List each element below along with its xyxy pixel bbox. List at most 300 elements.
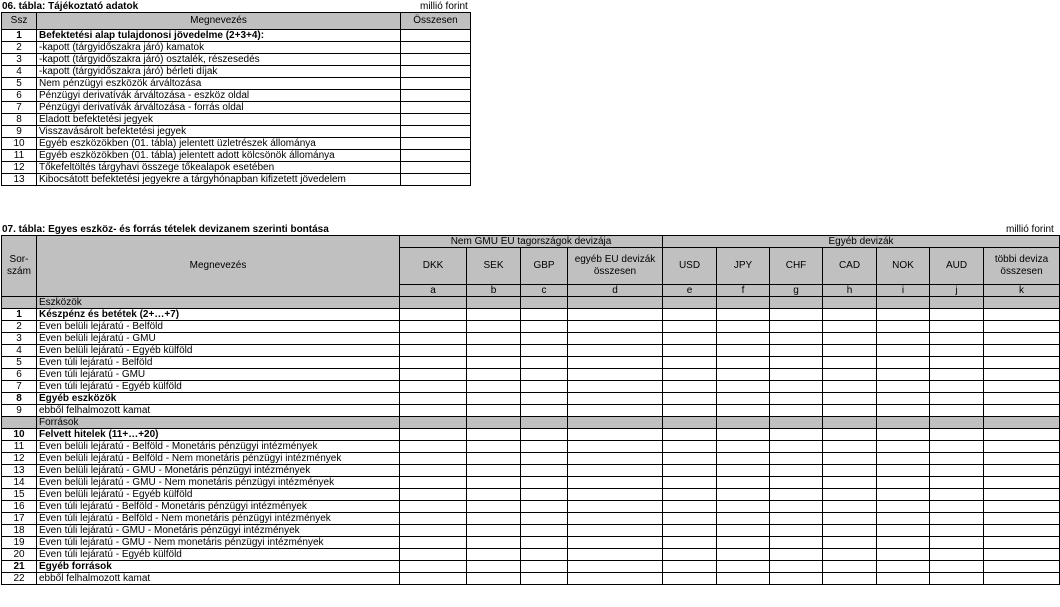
section-cell (467, 417, 521, 429)
value-cell[interactable] (823, 573, 877, 585)
value-cell[interactable] (521, 453, 568, 465)
value-cell[interactable] (663, 453, 717, 465)
value-cell[interactable] (663, 513, 717, 525)
value-cell[interactable] (984, 513, 1060, 525)
value-cell[interactable] (663, 405, 717, 417)
row-number: 18 (2, 525, 37, 537)
row-label: Pénzügyi derivatívák árváltozása - forrás oldal (37, 102, 401, 114)
value-cell[interactable] (930, 477, 984, 489)
section-cell (984, 297, 1060, 309)
value-cell[interactable] (770, 441, 823, 453)
value-cell[interactable] (770, 345, 823, 357)
value-cell[interactable] (467, 537, 521, 549)
value-cell[interactable] (823, 369, 877, 381)
value-cell[interactable] (930, 405, 984, 417)
value-cell[interactable] (984, 405, 1060, 417)
value-cell[interactable] (521, 501, 568, 513)
value-cell[interactable] (770, 405, 823, 417)
value-cell[interactable] (663, 501, 717, 513)
value-cell[interactable] (467, 345, 521, 357)
value-cell[interactable] (717, 549, 770, 561)
value-cell[interactable] (984, 429, 1060, 441)
value-cell[interactable] (717, 561, 770, 573)
section-label: Források (37, 417, 400, 429)
value-cell[interactable] (401, 138, 471, 150)
value-cell[interactable] (521, 561, 568, 573)
value-cell[interactable] (467, 561, 521, 573)
value-cell[interactable] (930, 369, 984, 381)
value-cell[interactable] (400, 453, 467, 465)
value-cell[interactable] (877, 441, 930, 453)
section-cell (770, 417, 823, 429)
value-cell[interactable] (663, 429, 717, 441)
value-cell[interactable] (401, 102, 471, 114)
table7-row (2, 549, 1060, 561)
value-cell[interactable] (401, 30, 471, 42)
value-cell[interactable] (930, 321, 984, 333)
row-label: Éven belüli lejáratú - Belföld - Monetáris pénzügyi intézmények (37, 441, 400, 453)
value-cell[interactable] (401, 174, 471, 186)
section-cell (823, 297, 877, 309)
value-cell[interactable] (568, 477, 663, 489)
currency-header: NOK (877, 248, 930, 285)
row-number: 9 (2, 126, 37, 138)
value-cell[interactable] (400, 573, 467, 585)
value-cell[interactable] (717, 477, 770, 489)
value-cell[interactable] (930, 441, 984, 453)
value-cell[interactable] (717, 501, 770, 513)
value-cell[interactable] (663, 573, 717, 585)
value-cell[interactable] (984, 321, 1060, 333)
value-cell[interactable] (717, 345, 770, 357)
value-cell[interactable] (823, 405, 877, 417)
value-cell[interactable] (521, 441, 568, 453)
value-cell[interactable] (401, 150, 471, 162)
value-cell[interactable] (467, 393, 521, 405)
column-letter: h (823, 285, 877, 297)
value-cell[interactable] (663, 561, 717, 573)
value-cell[interactable] (401, 42, 471, 54)
table7-row (2, 477, 1060, 489)
value-cell[interactable] (663, 333, 717, 345)
value-cell[interactable] (568, 333, 663, 345)
column-letter: j (930, 285, 984, 297)
value-cell[interactable] (877, 369, 930, 381)
value-cell[interactable] (877, 453, 930, 465)
value-cell[interactable] (877, 549, 930, 561)
value-cell[interactable] (568, 345, 663, 357)
table7-row (2, 381, 1060, 393)
value-cell[interactable] (717, 393, 770, 405)
value-cell[interactable] (984, 489, 1060, 501)
value-cell[interactable] (401, 162, 471, 174)
row-label: Éven belüli lejáratú - GMU - Monetáris pénzügyi intézmények (37, 465, 400, 477)
value-cell[interactable] (823, 453, 877, 465)
value-cell[interactable] (521, 333, 568, 345)
value-cell[interactable] (984, 453, 1060, 465)
value-cell[interactable] (770, 573, 823, 585)
value-cell[interactable] (521, 549, 568, 561)
row-number: 10 (2, 429, 37, 441)
value-cell[interactable] (770, 357, 823, 369)
value-cell[interactable] (770, 369, 823, 381)
value-cell[interactable] (568, 513, 663, 525)
value-cell[interactable] (663, 309, 717, 321)
value-cell[interactable] (663, 525, 717, 537)
value-cell[interactable] (984, 393, 1060, 405)
value-cell[interactable] (877, 321, 930, 333)
value-cell[interactable] (984, 309, 1060, 321)
value-cell[interactable] (877, 501, 930, 513)
value-cell[interactable] (663, 489, 717, 501)
value-cell[interactable] (400, 345, 467, 357)
value-cell[interactable] (930, 429, 984, 441)
value-cell[interactable] (770, 333, 823, 345)
value-cell[interactable] (568, 369, 663, 381)
value-cell[interactable] (717, 537, 770, 549)
value-cell[interactable] (467, 441, 521, 453)
value-cell[interactable] (984, 477, 1060, 489)
value-cell[interactable] (984, 525, 1060, 537)
table6-row (2, 126, 471, 138)
column-letter: a (400, 285, 467, 297)
row-label: Éven belüli lejáratú - Egyéb külföld (37, 345, 400, 357)
value-cell[interactable] (467, 321, 521, 333)
value-cell[interactable] (663, 381, 717, 393)
value-cell[interactable] (467, 453, 521, 465)
section-cell (467, 297, 521, 309)
value-cell[interactable] (521, 489, 568, 501)
value-cell[interactable] (877, 465, 930, 477)
row-label: Egyéb források (37, 561, 400, 573)
value-cell[interactable] (930, 501, 984, 513)
value-cell[interactable] (467, 357, 521, 369)
value-cell[interactable] (521, 309, 568, 321)
value-cell[interactable] (467, 501, 521, 513)
value-cell[interactable] (984, 381, 1060, 393)
column-letter: i (877, 285, 930, 297)
row-number: 8 (2, 393, 37, 405)
section-number-cell (2, 417, 37, 429)
value-cell[interactable] (770, 561, 823, 573)
value-cell[interactable] (568, 405, 663, 417)
value-cell[interactable] (467, 549, 521, 561)
value-cell[interactable] (568, 309, 663, 321)
value-cell[interactable] (770, 309, 823, 321)
value-cell[interactable] (400, 333, 467, 345)
value-cell[interactable] (877, 561, 930, 573)
value-cell[interactable] (717, 321, 770, 333)
value-cell[interactable] (663, 321, 717, 333)
value-cell[interactable] (823, 561, 877, 573)
value-cell[interactable] (400, 321, 467, 333)
value-cell[interactable] (717, 309, 770, 321)
table6-unit: millió forint (420, 1, 468, 12)
value-cell[interactable] (984, 501, 1060, 513)
value-cell[interactable] (877, 345, 930, 357)
value-cell[interactable] (467, 465, 521, 477)
value-cell[interactable] (568, 549, 663, 561)
value-cell[interactable] (467, 489, 521, 501)
row-number: 13 (2, 465, 37, 477)
value-cell[interactable] (930, 309, 984, 321)
value-cell[interactable] (717, 333, 770, 345)
value-cell[interactable] (400, 381, 467, 393)
value-cell[interactable] (823, 357, 877, 369)
value-cell[interactable] (521, 525, 568, 537)
table6-row (2, 162, 471, 174)
value-cell[interactable] (823, 525, 877, 537)
value-cell[interactable] (568, 453, 663, 465)
value-cell[interactable] (717, 357, 770, 369)
value-cell[interactable] (984, 441, 1060, 453)
value-cell[interactable] (823, 513, 877, 525)
row-number: 12 (2, 162, 37, 174)
table6-row (2, 66, 471, 78)
value-cell[interactable] (930, 513, 984, 525)
value-cell[interactable] (663, 477, 717, 489)
value-cell[interactable] (877, 357, 930, 369)
value-cell[interactable] (770, 321, 823, 333)
value-cell[interactable] (717, 369, 770, 381)
value-cell[interactable] (663, 393, 717, 405)
value-cell[interactable] (401, 114, 471, 126)
value-cell[interactable] (467, 333, 521, 345)
value-cell[interactable] (717, 525, 770, 537)
value-cell[interactable] (770, 501, 823, 513)
value-cell[interactable] (930, 393, 984, 405)
value-cell[interactable] (568, 573, 663, 585)
row-number: 1 (2, 309, 37, 321)
table7-row (2, 489, 1060, 501)
value-cell[interactable] (521, 573, 568, 585)
row-label: Befektetési alap tulajdonosi jövedelme (2+3+4): (37, 30, 401, 42)
value-cell[interactable] (984, 357, 1060, 369)
value-cell[interactable] (663, 369, 717, 381)
value-cell[interactable] (770, 537, 823, 549)
value-cell[interactable] (877, 393, 930, 405)
value-cell[interactable] (717, 489, 770, 501)
value-cell[interactable] (401, 54, 471, 66)
value-cell[interactable] (717, 381, 770, 393)
value-cell[interactable] (984, 573, 1060, 585)
row-label: Felvett hitelek (11+…+20) (37, 429, 400, 441)
value-cell[interactable] (400, 525, 467, 537)
value-cell[interactable] (770, 429, 823, 441)
value-cell[interactable] (930, 537, 984, 549)
value-cell[interactable] (663, 357, 717, 369)
value-cell[interactable] (467, 429, 521, 441)
value-cell[interactable] (400, 561, 467, 573)
value-cell[interactable] (823, 441, 877, 453)
table6-row (2, 78, 471, 90)
value-cell[interactable] (717, 405, 770, 417)
value-cell[interactable] (400, 489, 467, 501)
value-cell[interactable] (400, 429, 467, 441)
value-cell[interactable] (568, 321, 663, 333)
value-cell[interactable] (930, 573, 984, 585)
value-cell[interactable] (877, 309, 930, 321)
value-cell[interactable] (823, 309, 877, 321)
value-cell[interactable] (521, 321, 568, 333)
value-cell[interactable] (568, 537, 663, 549)
value-cell[interactable] (823, 477, 877, 489)
value-cell[interactable] (568, 357, 663, 369)
value-cell[interactable] (401, 90, 471, 102)
value-cell[interactable] (877, 525, 930, 537)
value-cell[interactable] (663, 345, 717, 357)
value-cell[interactable] (521, 345, 568, 357)
value-cell[interactable] (930, 453, 984, 465)
row-label: Éven túli lejáratú - Egyéb külföld (37, 549, 400, 561)
value-cell[interactable] (521, 381, 568, 393)
value-cell[interactable] (770, 453, 823, 465)
value-cell[interactable] (823, 393, 877, 405)
value-cell[interactable] (568, 381, 663, 393)
value-cell[interactable] (930, 381, 984, 393)
table7-row (2, 369, 1060, 381)
value-cell[interactable] (400, 513, 467, 525)
value-cell[interactable] (568, 429, 663, 441)
value-cell[interactable] (877, 405, 930, 417)
value-cell[interactable] (823, 381, 877, 393)
value-cell[interactable] (984, 549, 1060, 561)
value-cell[interactable] (400, 441, 467, 453)
value-cell[interactable] (521, 405, 568, 417)
value-cell[interactable] (984, 333, 1060, 345)
value-cell[interactable] (823, 333, 877, 345)
value-cell[interactable] (877, 477, 930, 489)
value-cell[interactable] (521, 537, 568, 549)
value-cell[interactable] (823, 321, 877, 333)
value-cell[interactable] (400, 357, 467, 369)
value-cell[interactable] (568, 501, 663, 513)
value-cell[interactable] (984, 369, 1060, 381)
value-cell[interactable] (877, 333, 930, 345)
value-cell[interactable] (663, 537, 717, 549)
value-cell[interactable] (467, 381, 521, 393)
value-cell[interactable] (877, 573, 930, 585)
value-cell[interactable] (717, 453, 770, 465)
value-cell[interactable] (984, 465, 1060, 477)
value-cell[interactable] (400, 393, 467, 405)
value-cell[interactable] (521, 369, 568, 381)
value-cell[interactable] (770, 525, 823, 537)
value-cell[interactable] (467, 309, 521, 321)
value-cell[interactable] (663, 441, 717, 453)
value-cell[interactable] (663, 465, 717, 477)
value-cell[interactable] (930, 333, 984, 345)
row-label: -kapott (tárgyidőszakra járó) bérleti díjak (37, 66, 401, 78)
value-cell[interactable] (521, 465, 568, 477)
value-cell[interactable] (401, 126, 471, 138)
value-cell[interactable] (401, 66, 471, 78)
value-cell[interactable] (467, 513, 521, 525)
value-cell[interactable] (467, 573, 521, 585)
value-cell[interactable] (521, 393, 568, 405)
value-cell[interactable] (521, 513, 568, 525)
value-cell[interactable] (823, 549, 877, 561)
value-cell[interactable] (568, 465, 663, 477)
value-cell[interactable] (930, 525, 984, 537)
value-cell[interactable] (467, 369, 521, 381)
value-cell[interactable] (770, 513, 823, 525)
value-cell[interactable] (717, 441, 770, 453)
value-cell[interactable] (984, 561, 1060, 573)
row-label: Tőkefeltöltés tárgyhavi összege tőkealapok esetében (37, 162, 401, 174)
value-cell[interactable] (400, 537, 467, 549)
value-cell[interactable] (568, 561, 663, 573)
value-cell[interactable] (770, 489, 823, 501)
value-cell[interactable] (568, 441, 663, 453)
value-cell[interactable] (521, 357, 568, 369)
value-cell[interactable] (400, 501, 467, 513)
value-cell[interactable] (770, 549, 823, 561)
value-cell[interactable] (930, 549, 984, 561)
table7-row (2, 453, 1060, 465)
value-cell[interactable] (930, 465, 984, 477)
value-cell[interactable] (823, 345, 877, 357)
value-cell[interactable] (823, 537, 877, 549)
value-cell[interactable] (823, 429, 877, 441)
value-cell[interactable] (568, 489, 663, 501)
value-cell[interactable] (400, 477, 467, 489)
value-cell[interactable] (930, 561, 984, 573)
value-cell[interactable] (930, 489, 984, 501)
value-cell[interactable] (663, 549, 717, 561)
value-cell[interactable] (717, 429, 770, 441)
value-cell[interactable] (877, 489, 930, 501)
value-cell[interactable] (717, 513, 770, 525)
value-cell[interactable] (770, 465, 823, 477)
value-cell[interactable] (467, 477, 521, 489)
value-cell[interactable] (717, 465, 770, 477)
value-cell[interactable] (770, 477, 823, 489)
value-cell[interactable] (984, 537, 1060, 549)
value-cell[interactable] (877, 513, 930, 525)
value-cell[interactable] (877, 381, 930, 393)
value-cell[interactable] (823, 501, 877, 513)
value-cell[interactable] (823, 489, 877, 501)
value-cell[interactable] (400, 465, 467, 477)
section-cell (717, 417, 770, 429)
value-cell[interactable] (823, 465, 877, 477)
row-number: 4 (2, 345, 37, 357)
value-cell[interactable] (400, 369, 467, 381)
value-cell[interactable] (568, 393, 663, 405)
value-cell[interactable] (930, 357, 984, 369)
table7-row (2, 345, 1060, 357)
value-cell[interactable] (930, 345, 984, 357)
value-cell[interactable] (984, 345, 1060, 357)
value-cell[interactable] (877, 429, 930, 441)
value-cell[interactable] (717, 573, 770, 585)
value-cell[interactable] (568, 525, 663, 537)
row-number: 2 (2, 321, 37, 333)
value-cell[interactable] (770, 381, 823, 393)
value-cell[interactable] (877, 537, 930, 549)
value-cell[interactable] (521, 429, 568, 441)
value-cell[interactable] (401, 78, 471, 90)
value-cell[interactable] (467, 525, 521, 537)
value-cell[interactable] (400, 405, 467, 417)
value-cell[interactable] (400, 549, 467, 561)
value-cell[interactable] (770, 393, 823, 405)
row-number: 11 (2, 441, 37, 453)
value-cell[interactable] (400, 309, 467, 321)
value-cell[interactable] (521, 477, 568, 489)
value-cell[interactable] (467, 405, 521, 417)
